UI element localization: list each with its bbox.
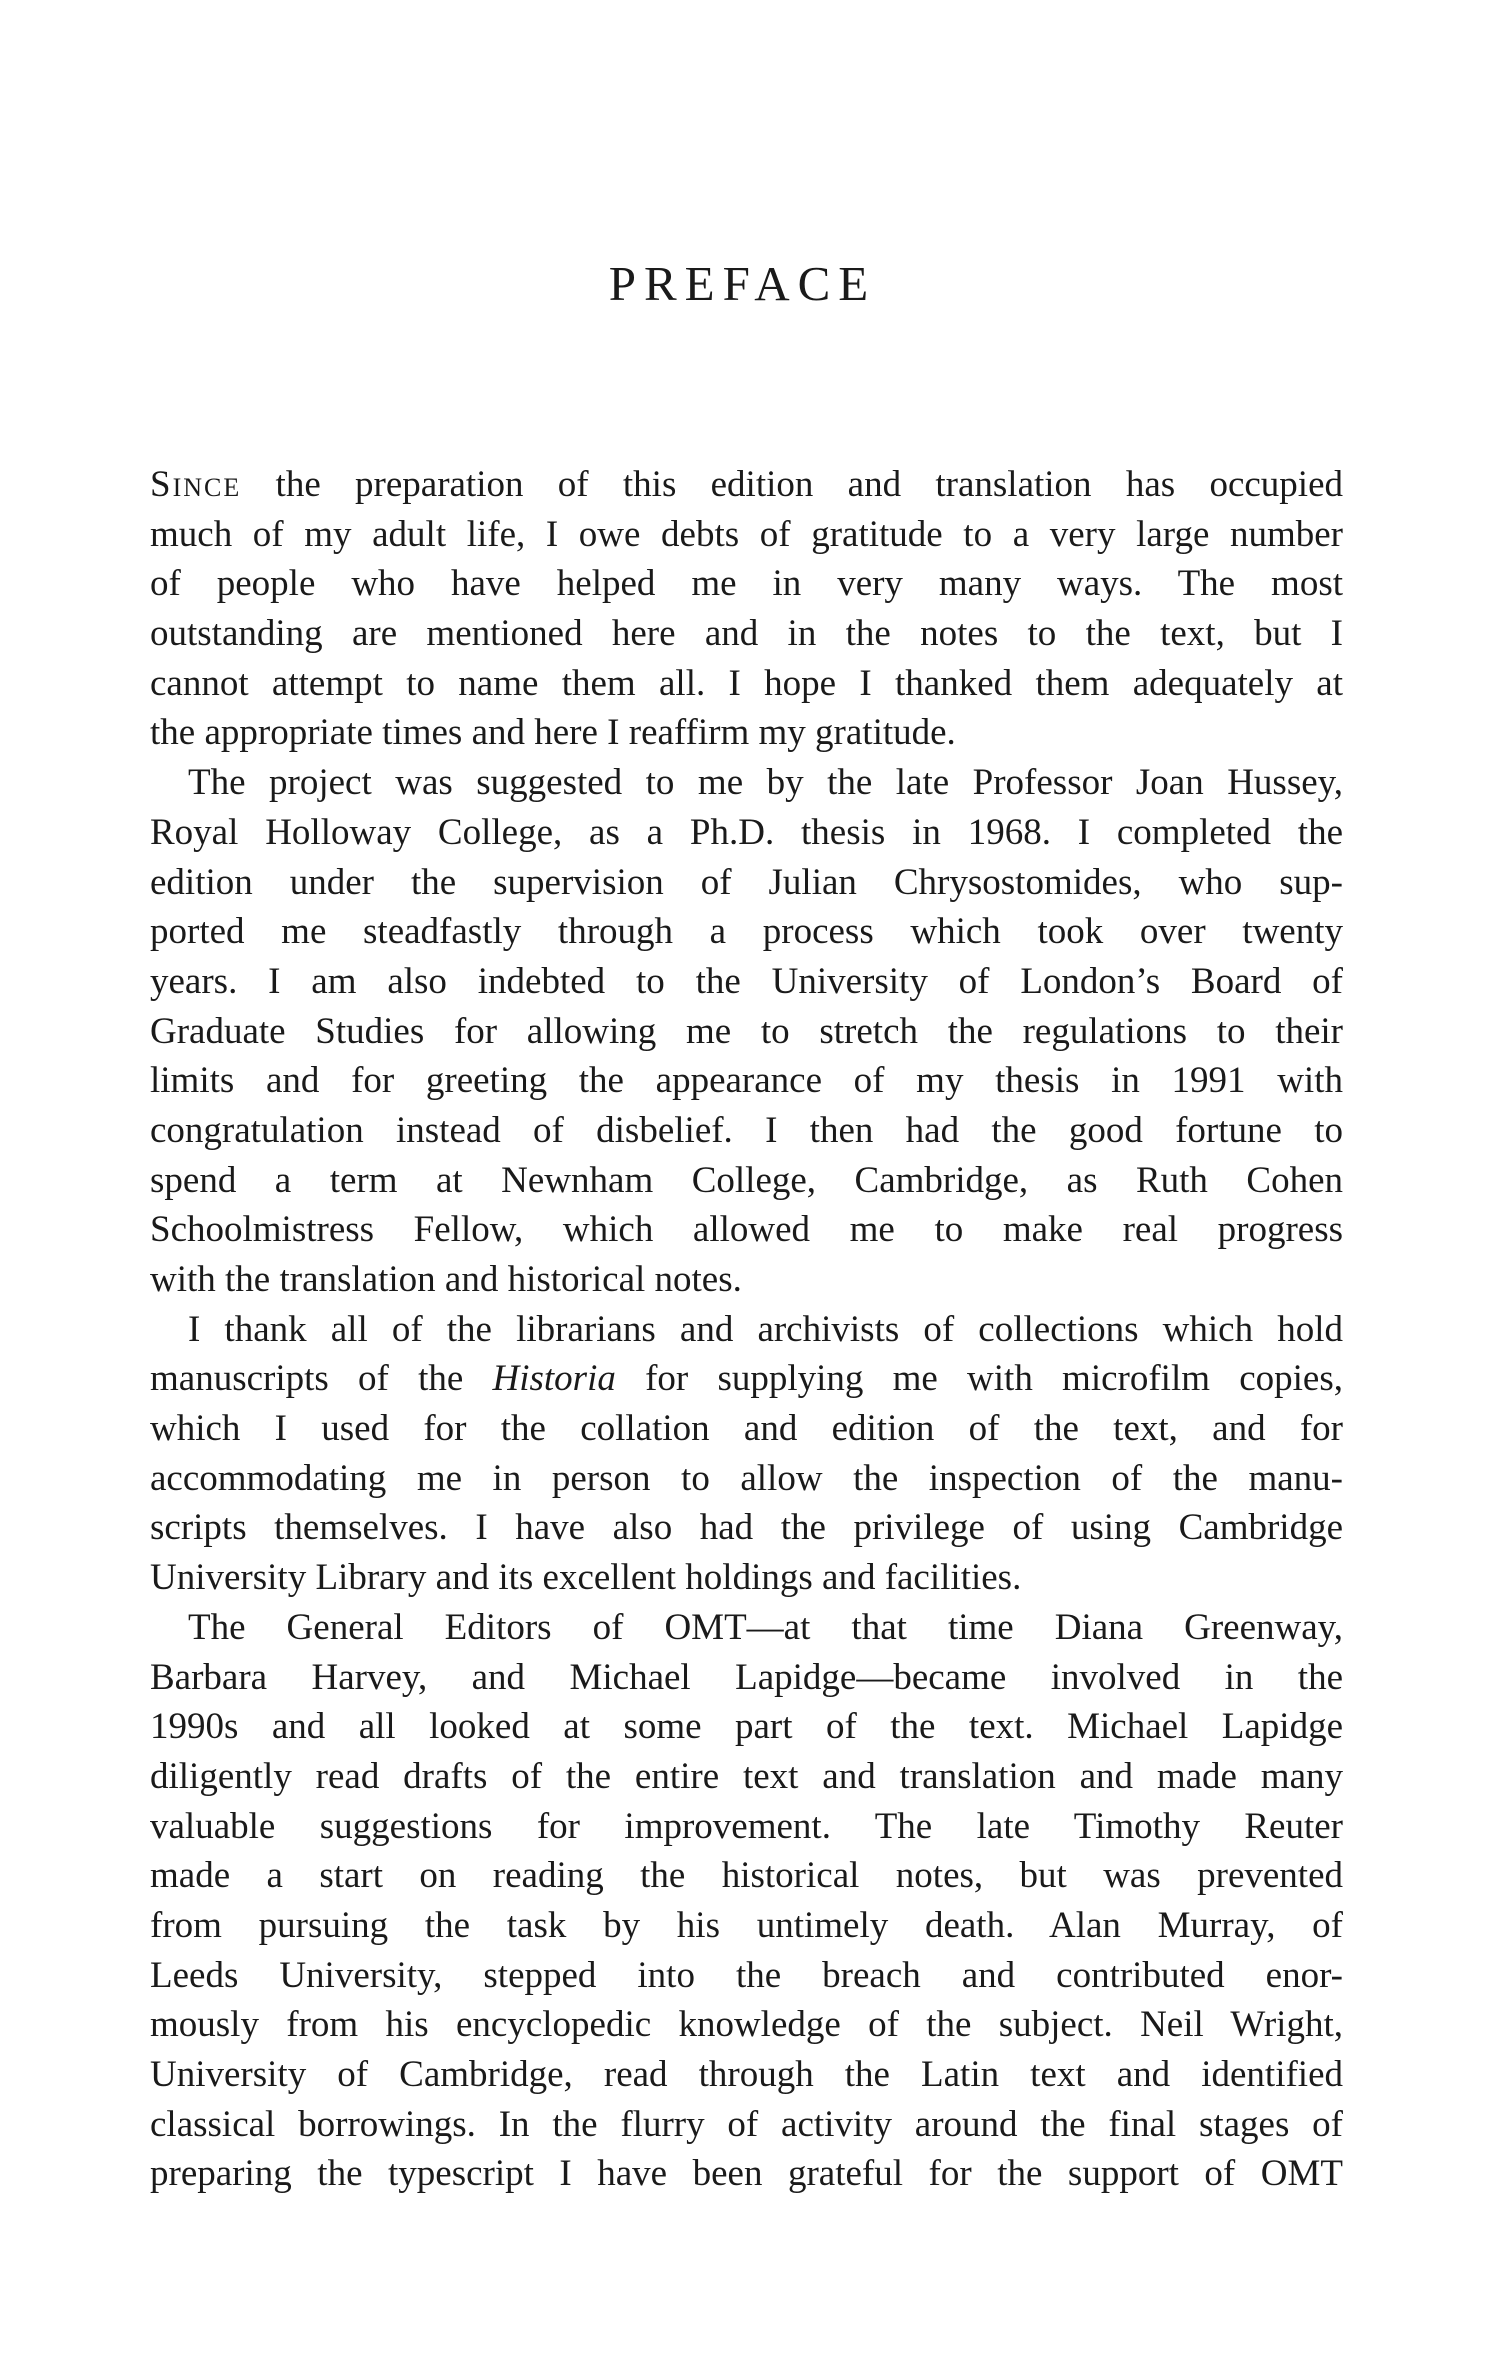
text-line: years. I am also indebted to the University of London’s Board of [150, 960, 1343, 1002]
text-line: preparing the typescript I have been grateful for the support of OMT [150, 2153, 1343, 2195]
text-line: much of my adult life, I owe debts of gratitude to a very large number [150, 513, 1343, 555]
text-line: diligently read drafts of the entire text and translation and made many [150, 1755, 1343, 1797]
text-segment: for supplying me with microfilm copies, [615, 1358, 1344, 1400]
text-line: the appropriate times and here I reaffirm my gratitude. [150, 712, 956, 754]
page-title: PREFACE [608, 256, 877, 311]
text-segment: manuscripts of the [150, 1358, 493, 1400]
italic-title: Historia [492, 1358, 616, 1400]
text-line: scripts themselves. I have also had the privilege of using Cambridge [150, 1507, 1343, 1549]
text-line: limits and for greeting the appearance of my thesis in 1991 with [150, 1060, 1343, 1102]
text-segment: the preparation of this edition and translation has occupied [241, 464, 1343, 505]
text-line: edition under the supervision of Julian Chrysostomides, who sup- [150, 861, 1343, 903]
text-line: Leeds University, stepped into the breach and contributed enor- [150, 1954, 1343, 1996]
text-line: valuable suggestions for improvement. The late Timothy Reuter [150, 1805, 1343, 1847]
text-line: cannot attempt to name them all. I hope I thanked them adequately at [150, 662, 1343, 704]
text-line: The General Editors of OMT—at that time Diana Greenway, [188, 1606, 1343, 1648]
text-line: Barbara Harvey, and Michael Lapidge—became involved in the [150, 1656, 1343, 1698]
text-line: The project was suggested to me by the late Professor Joan Hussey, [188, 762, 1343, 804]
text-line: which I used for the collation and edition of the text, and for [150, 1408, 1343, 1450]
preface-body [150, 460, 1343, 2199]
text-line: congratulation instead of disbelief. I then had the good fortune to [150, 1109, 1343, 1151]
text-line: University of Cambridge, read through the Latin text and identified [150, 2054, 1343, 2095]
text-line: University Library and its excellent holdings and facilities. [150, 1557, 1022, 1599]
text-line: spend a term at Newnham College, Cambridge, as Ruth Cohen [150, 1159, 1343, 1201]
text-line: ported me steadfastly through a process which took over twenty [150, 911, 1343, 953]
text-line: Graduate Studies for allowing me to stretch the regulations to their [150, 1010, 1343, 1052]
text-line: accommodating me in person to allow the inspection of the manu- [150, 1457, 1343, 1499]
text-line [150, 1354, 1343, 1404]
text-line [150, 460, 1343, 510]
paragraph-4 [150, 1603, 1343, 2199]
text-line: of people who have helped me in very many ways. The most [150, 563, 1343, 605]
paragraph-1 [150, 460, 1343, 758]
text-line: classical borrowings. In the flurry of activity around the final stages of [150, 2103, 1343, 2145]
paragraph-3 [150, 1305, 1343, 1603]
text-line: with the translation and historical notes. [150, 1259, 742, 1300]
lead-word: Since [150, 464, 242, 505]
text-line: made a start on reading the historical notes, but was prevented [150, 1855, 1343, 1897]
text-line: mously from his encyclopedic knowledge of the subject. Neil Wright, [150, 2004, 1343, 2046]
text-line: 1990s and all looked at some part of the text. Michael Lapidge [150, 1706, 1343, 1748]
text-line: from pursuing the task by his untimely death. Alan Murray, of [150, 1904, 1343, 1946]
text-line: Royal Holloway College, as a Ph.D. thesis in 1968. I completed the [150, 811, 1343, 853]
text-line: Schoolmistress Fellow, which allowed me to make real progress [150, 1209, 1343, 1251]
text-line: outstanding are mentioned here and in the notes to the text, but I [150, 613, 1343, 655]
paragraph-2 [150, 758, 1343, 1305]
text-line: I thank all of the librarians and archivists of collections which hold [188, 1308, 1343, 1350]
